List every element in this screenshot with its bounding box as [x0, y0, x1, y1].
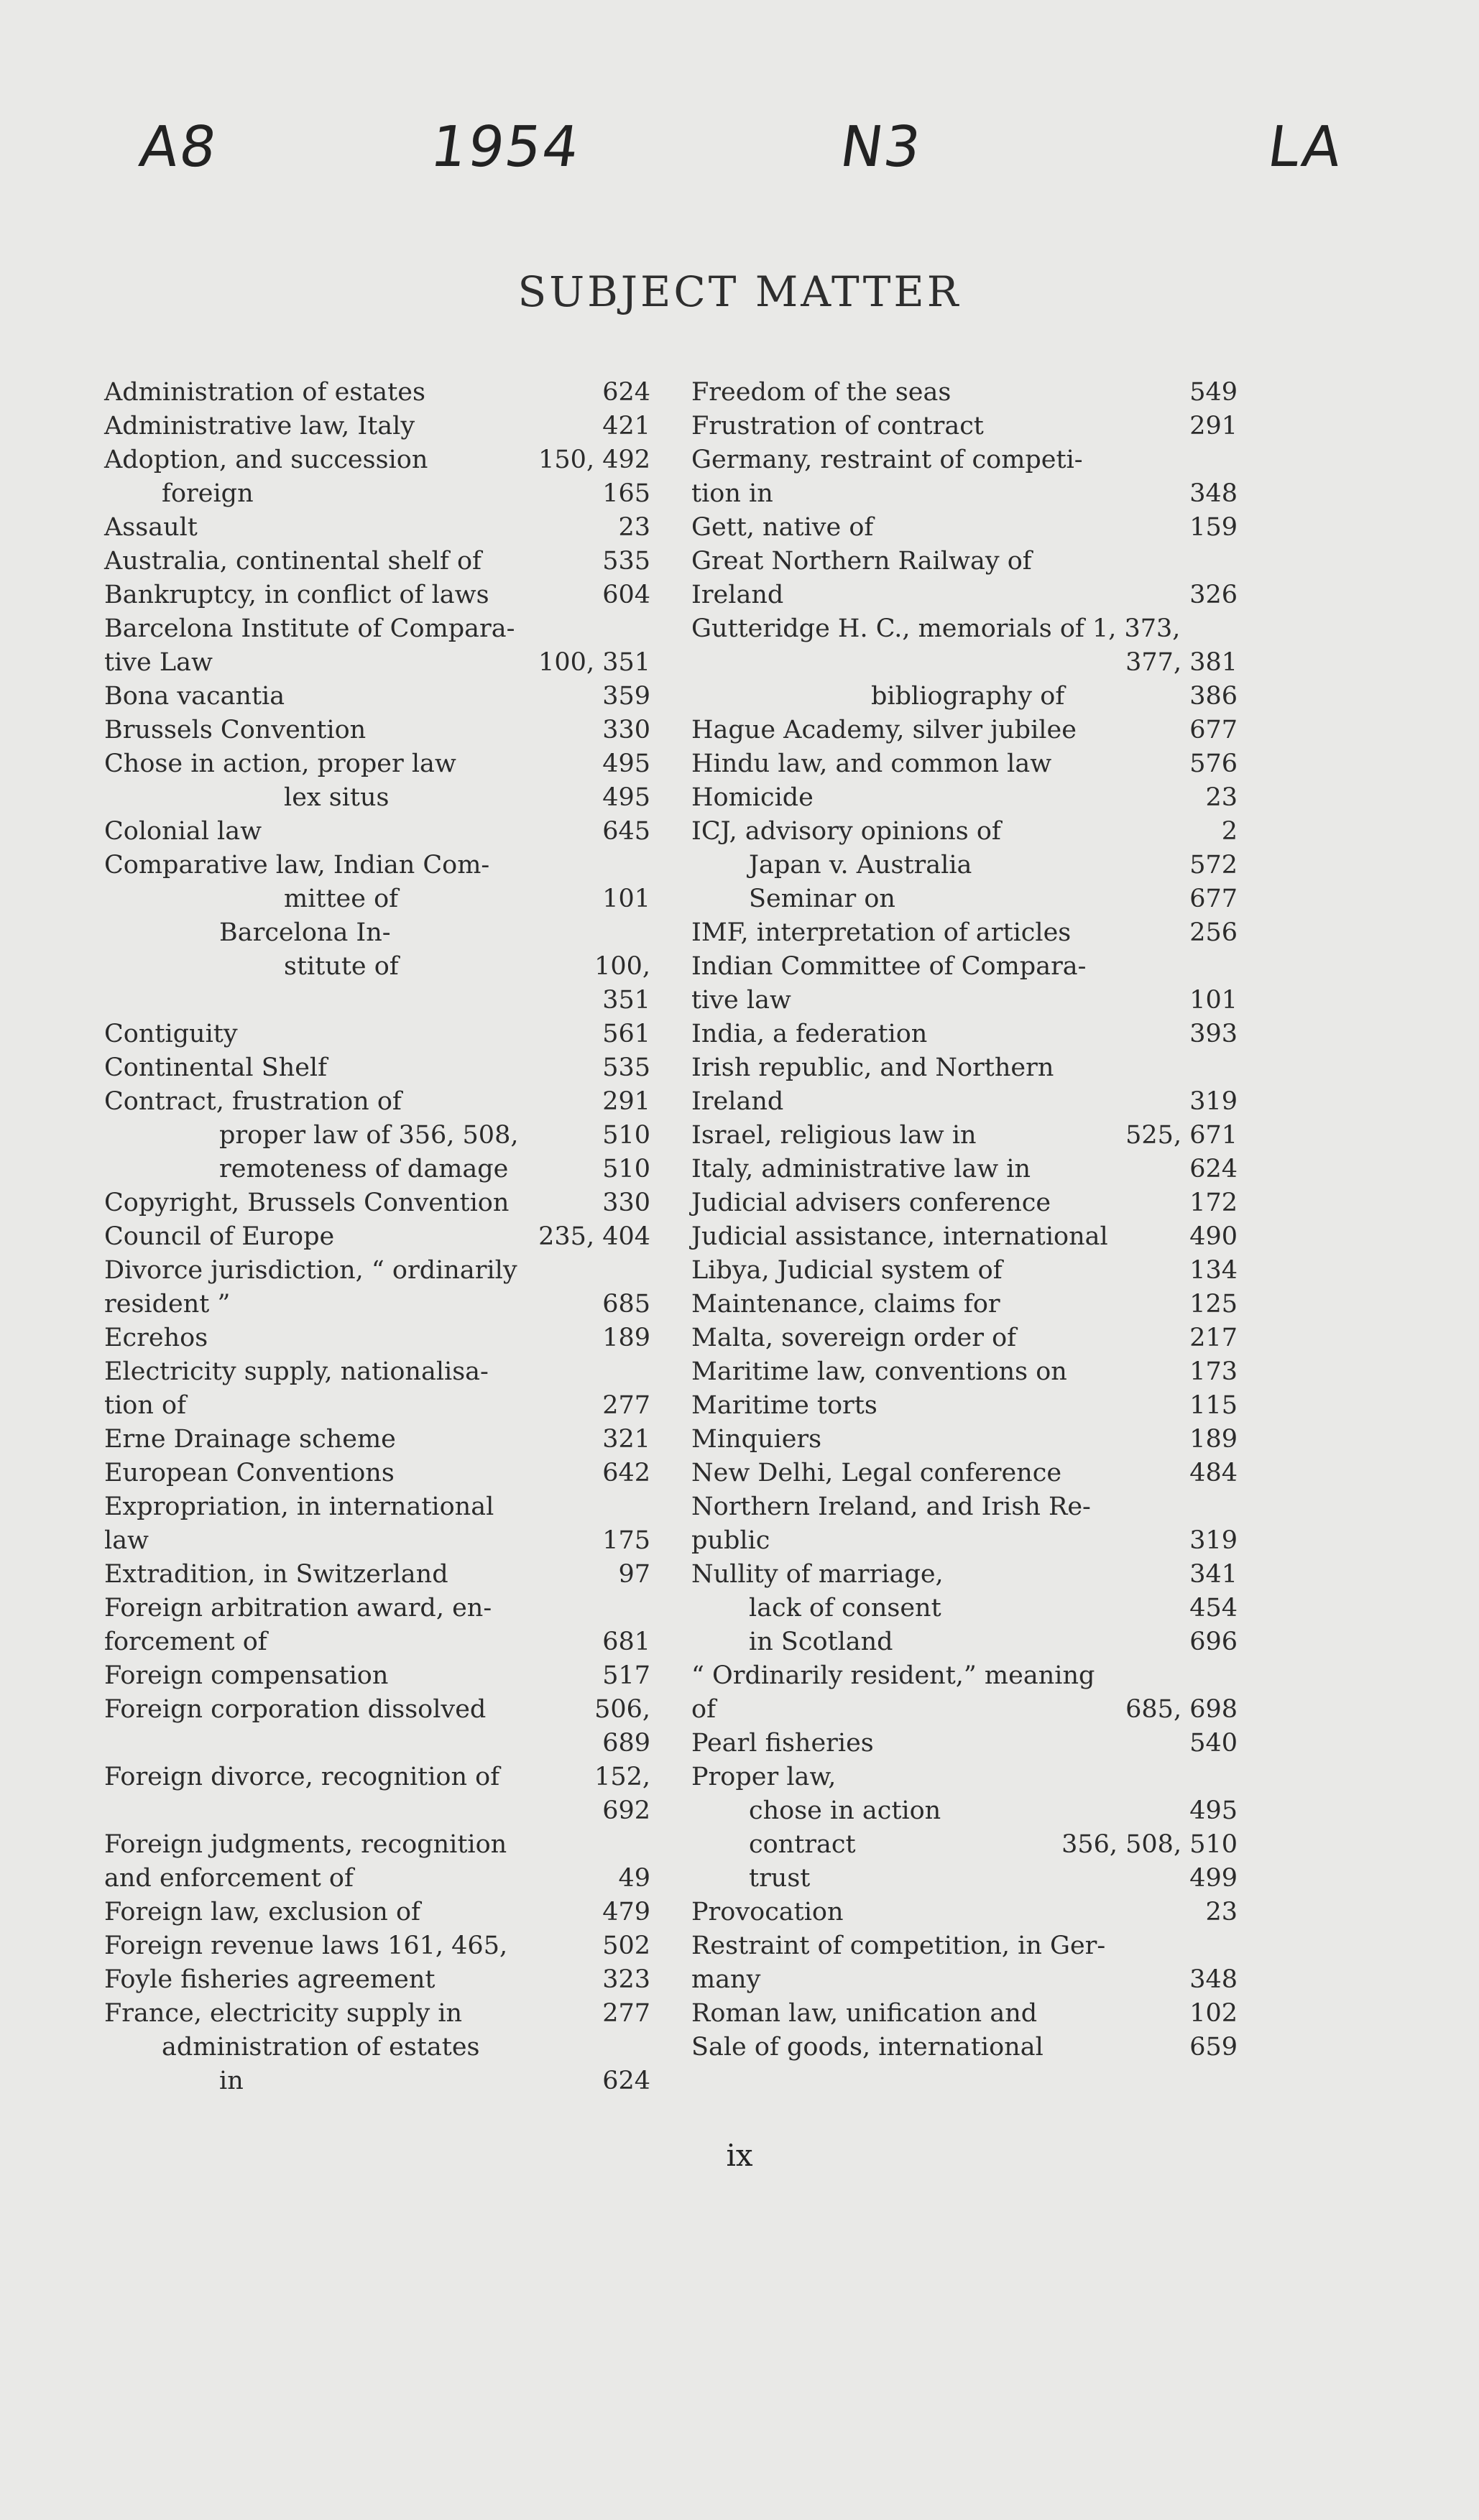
entry-page-ref: 115 — [1189, 1391, 1238, 1420]
entry-page-ref: 23 — [1205, 783, 1238, 812]
entry-heading: Comparative law, Indian Com- — [104, 851, 490, 880]
index-entry — [104, 443, 650, 477]
index-entry — [691, 714, 1238, 747]
index-entry — [104, 1828, 650, 1862]
entry-heading: Japan v. Australia — [749, 851, 972, 880]
entry-heading: Assault — [104, 513, 198, 542]
index-entry — [104, 1963, 650, 1997]
entry-page-ref: 479 — [602, 1898, 650, 1926]
index-entry — [691, 1051, 1238, 1085]
entry-heading: resident ” — [104, 1290, 231, 1319]
entry-heading: Australia, continental shelf of — [104, 547, 482, 576]
index-entry — [104, 1558, 650, 1592]
entry-page-ref: 134 — [1189, 1256, 1238, 1285]
entry-page-ref: 624 — [1189, 1155, 1238, 1183]
index-entry — [104, 984, 650, 1017]
index-entry — [104, 1051, 650, 1085]
handwritten-mark-2: 1954 — [426, 115, 584, 180]
entry-page-ref: 150, 492 — [538, 446, 650, 474]
entry-heading: Minquiers — [691, 1425, 822, 1454]
index-entry — [691, 1220, 1238, 1254]
index-entry — [104, 1693, 650, 1727]
index-entry — [104, 1153, 650, 1186]
entry-heading: Gett, native of — [691, 513, 874, 542]
entry-heading: trust — [749, 1864, 811, 1893]
index-entry — [104, 680, 650, 714]
entry-heading — [691, 648, 699, 677]
entry-heading: law — [104, 1526, 149, 1555]
entry-heading: lex situs — [284, 783, 390, 812]
entry-page-ref: 321 — [602, 1425, 650, 1454]
index-entry — [691, 747, 1238, 781]
entry-heading: stitute of — [284, 952, 399, 981]
entry-page-ref: 692 — [602, 1796, 650, 1825]
entry-page-ref: 572 — [1189, 851, 1238, 880]
entry-page-ref: 681 — [602, 1628, 650, 1656]
entry-page-ref: 256 — [1189, 918, 1238, 947]
entry-heading: France, electricity supply in — [104, 1999, 463, 2028]
entry-heading: Provocation — [691, 1898, 844, 1926]
entry-page-ref: 454 — [1189, 1594, 1238, 1623]
entry-heading: and enforcement of — [104, 1864, 354, 1893]
entry-page-ref: 495 — [1189, 1796, 1238, 1825]
entry-page-ref: 502 — [602, 1931, 650, 1960]
index-entry — [691, 1153, 1238, 1186]
entry-page-ref: 235, 404 — [538, 1222, 650, 1251]
entry-page-ref: 359 — [602, 682, 650, 711]
entry-heading: chose in action — [749, 1796, 941, 1825]
handwritten-mark-1: A8 — [135, 115, 222, 180]
entry-page-ref: 677 — [1189, 716, 1238, 744]
entry-page-ref: 484 — [1189, 1459, 1238, 1487]
index-entry — [104, 477, 650, 511]
index-column-right — [691, 376, 1238, 2064]
entry-heading: Divorce jurisdiction, “ ordinarily — [104, 1256, 517, 1285]
index-entry — [104, 1625, 650, 1659]
entry-heading: in Scotland — [749, 1628, 893, 1656]
entry-heading: Adoption, and succession — [104, 446, 428, 474]
entry-heading: Hindu law, and common law — [691, 749, 1052, 778]
entry-page-ref: 393 — [1189, 1020, 1238, 1048]
index-entry — [104, 612, 650, 646]
index-entry — [691, 477, 1238, 511]
entry-page-ref: 535 — [602, 547, 650, 576]
index-entry — [691, 410, 1238, 443]
entry-heading: Roman law, unification and — [691, 1999, 1038, 2028]
entry-page-ref: 549 — [1189, 378, 1238, 407]
entry-heading: Italy, administrative law in — [691, 1155, 1031, 1183]
index-entry — [104, 1321, 650, 1355]
index-entry — [691, 781, 1238, 815]
entry-page-ref: 506, — [594, 1695, 650, 1724]
entry-heading: IMF, interpretation of articles — [691, 918, 1072, 947]
entry-page-ref: 659 — [1189, 2033, 1238, 2062]
entry-heading: in — [219, 2067, 244, 2095]
index-entry — [104, 376, 650, 410]
entry-page-ref: 576 — [1189, 749, 1238, 778]
index-entry — [104, 714, 650, 747]
entry-heading: Proper law, — [691, 1763, 837, 1791]
entry-heading: Expropriation, in international — [104, 1492, 494, 1521]
entry-page-ref: 330 — [602, 716, 650, 744]
entry-page-ref: 323 — [602, 1965, 650, 1994]
entry-page-ref: 101 — [602, 885, 650, 913]
page-title: SUBJECT MATTER — [517, 267, 962, 316]
entry-page-ref: 624 — [602, 378, 650, 407]
index-entry — [104, 882, 650, 916]
index-entry — [691, 545, 1238, 578]
index-entry — [691, 1017, 1238, 1051]
entry-page-ref: 685 — [602, 1290, 650, 1319]
entry-heading: Indian Committee of Compara- — [691, 952, 1087, 981]
entry-page-ref: 495 — [602, 783, 650, 812]
index-entry — [691, 849, 1238, 882]
index-entry — [104, 2064, 650, 2098]
entry-heading: foreign — [162, 479, 254, 508]
entry-heading: Pearl fisheries — [691, 1729, 874, 1758]
entry-heading: Bankruptcy, in conflict of laws — [104, 581, 489, 609]
index-entry — [691, 1760, 1238, 1794]
index-entry — [104, 545, 650, 578]
index-entry — [104, 1423, 650, 1457]
entry-page-ref: 100, — [594, 952, 650, 981]
entry-heading: Copyright, Brussels Convention — [104, 1189, 510, 1217]
index-entry — [691, 646, 1238, 680]
entry-heading: Judicial assistance, international — [691, 1222, 1108, 1251]
index-entry — [691, 578, 1238, 612]
entry-heading: Council of Europe — [104, 1222, 335, 1251]
index-column-left — [104, 376, 650, 2098]
entry-heading: of — [691, 1695, 717, 1724]
entry-heading: Nullity of marriage, — [691, 1560, 944, 1589]
entry-page-ref: 689 — [602, 1729, 650, 1758]
entry-heading: proper law of 356, 508, — [219, 1121, 519, 1150]
entry-heading: Israel, religious law in — [691, 1121, 977, 1150]
entry-heading: tion of — [104, 1391, 187, 1420]
entry-page-ref: 356, 508, 510 — [1061, 1830, 1238, 1859]
entry-page-ref: 102 — [1189, 1999, 1238, 2028]
entry-heading: Judicial advisers conference — [691, 1189, 1051, 1217]
index-entry — [104, 578, 650, 612]
entry-heading: Foreign judgments, recognition — [104, 1830, 507, 1859]
index-entry — [691, 511, 1238, 545]
index-entry — [104, 1659, 650, 1693]
entry-page-ref: 604 — [602, 581, 650, 609]
index-entry — [104, 1524, 650, 1558]
entry-heading: Foreign corporation dissolved — [104, 1695, 487, 1724]
entry-heading: Foreign divorce, recognition of — [104, 1763, 500, 1791]
entry-page-ref: 152, — [594, 1763, 650, 1791]
entry-page-ref: 377, 381 — [1125, 648, 1238, 677]
index-entry — [104, 1186, 650, 1220]
index-entry — [691, 882, 1238, 916]
entry-page-ref: 159 — [1189, 513, 1238, 542]
entry-page-ref: 175 — [602, 1526, 650, 1555]
entry-heading: ICJ, advisory opinions of — [691, 817, 1001, 846]
entry-page-ref: 97 — [618, 1560, 650, 1589]
entry-heading: remoteness of damage — [219, 1155, 509, 1183]
index-entry — [104, 1997, 650, 2031]
index-entry — [691, 680, 1238, 714]
entry-heading: mittee of — [284, 885, 399, 913]
entry-page-ref: 696 — [1189, 1628, 1238, 1656]
index-entry — [691, 2031, 1238, 2064]
index-entry — [691, 1693, 1238, 1727]
index-entry — [104, 1760, 650, 1794]
index-entry — [104, 1389, 650, 1423]
entry-page-ref: 2 — [1221, 817, 1238, 846]
index-entry — [691, 443, 1238, 477]
index-entry — [104, 1085, 650, 1119]
index-entry — [691, 1288, 1238, 1321]
entry-heading: Malta, sovereign order of — [691, 1324, 1017, 1352]
index-entry — [104, 1254, 650, 1288]
index-entry — [104, 646, 650, 680]
entry-heading: Irish republic, and Northern — [691, 1053, 1054, 1082]
entry-heading — [104, 1729, 112, 1758]
index-entry — [691, 1321, 1238, 1355]
index-entry — [691, 1592, 1238, 1625]
index-entry — [104, 1119, 650, 1153]
index-entry — [691, 1794, 1238, 1828]
entry-page-ref: 510 — [602, 1155, 650, 1183]
entry-page-ref: 319 — [1189, 1526, 1238, 1555]
entry-heading: Continental Shelf — [104, 1053, 328, 1082]
entry-heading: tive Law — [104, 648, 213, 677]
index-entry — [691, 1828, 1238, 1862]
entry-heading: Administrative law, Italy — [104, 412, 415, 440]
entry-page-ref: 624 — [602, 2067, 650, 2095]
entry-heading: European Conventions — [104, 1459, 395, 1487]
entry-page-ref: 173 — [1189, 1357, 1238, 1386]
index-entry — [691, 1119, 1238, 1153]
index-entry — [691, 376, 1238, 410]
index-entry — [691, 984, 1238, 1017]
entry-page-ref: 189 — [602, 1324, 650, 1352]
entry-page-ref: 277 — [602, 1999, 650, 2028]
entry-page-ref: 495 — [602, 749, 650, 778]
entry-page-ref: 421 — [602, 412, 650, 440]
index-entry — [691, 1625, 1238, 1659]
entry-heading: lack of consent — [749, 1594, 941, 1623]
entry-heading: contract — [749, 1830, 856, 1859]
index-entry — [104, 1457, 650, 1490]
index-entry — [691, 950, 1238, 984]
entry-heading: Restraint of competition, in Ger- — [691, 1931, 1106, 1960]
index-entry — [691, 1862, 1238, 1896]
entry-heading: Hague Academy, silver jubilee — [691, 716, 1077, 744]
entry-page-ref: 561 — [602, 1020, 650, 1048]
entry-heading: Erne Drainage scheme — [104, 1425, 396, 1454]
entry-page-ref: 642 — [602, 1459, 650, 1487]
entry-heading: Great Northern Railway of — [691, 547, 1032, 576]
entry-page-ref: 23 — [1205, 1898, 1238, 1926]
entry-heading: public — [691, 1526, 770, 1555]
entry-page-ref: 330 — [602, 1189, 650, 1217]
entry-heading: Seminar on — [749, 885, 895, 913]
entry-page-ref: 319 — [1189, 1087, 1238, 1116]
entry-heading — [104, 1796, 112, 1825]
index-entry — [104, 2031, 650, 2064]
entry-heading: Ireland — [691, 581, 784, 609]
index-entry — [104, 1592, 650, 1625]
entry-page-ref: 125 — [1189, 1290, 1238, 1319]
index-entry — [691, 1659, 1238, 1693]
entry-page-ref: 490 — [1189, 1222, 1238, 1251]
index-entry — [691, 1085, 1238, 1119]
entry-page-ref: 326 — [1189, 581, 1238, 609]
index-entry — [691, 916, 1238, 950]
entry-page-ref: 165 — [602, 479, 650, 508]
index-entry — [691, 1457, 1238, 1490]
index-entry — [104, 1355, 650, 1389]
entry-page-ref: 499 — [1189, 1864, 1238, 1893]
entry-heading: Ireland — [691, 1087, 784, 1116]
index-entry — [104, 1288, 650, 1321]
entry-heading: Germany, restraint of competi- — [691, 446, 1083, 474]
index-entry — [104, 511, 650, 545]
entry-heading: Foreign law, exclusion of — [104, 1898, 420, 1926]
index-entry — [104, 1220, 650, 1254]
index-entry — [104, 815, 650, 849]
entry-heading: Maritime torts — [691, 1391, 877, 1420]
index-entry — [691, 1727, 1238, 1760]
entry-heading: forcement of — [104, 1628, 267, 1656]
entry-heading: Maintenance, claims for — [691, 1290, 1000, 1319]
index-entry — [691, 1423, 1238, 1457]
entry-page-ref: 100, 351 — [538, 648, 650, 677]
entry-page-ref: 540 — [1189, 1729, 1238, 1758]
entry-heading: Chose in action, proper law — [104, 749, 456, 778]
index-entry — [104, 849, 650, 882]
entry-heading: Gutteridge H. C., memorials of 1, 373, — [691, 614, 1181, 643]
entry-heading: Foreign arbitration award, en- — [104, 1594, 492, 1623]
entry-page-ref: 291 — [602, 1087, 650, 1116]
handwritten-mark-3: N3 — [836, 115, 926, 180]
index-entry — [691, 1997, 1238, 2031]
index-entry — [691, 1355, 1238, 1389]
index-entry — [104, 1862, 650, 1896]
entry-heading: Libya, Judicial system of — [691, 1256, 1003, 1285]
index-entry — [691, 1558, 1238, 1592]
index-entry — [104, 747, 650, 781]
entry-heading: Barcelona In- — [219, 918, 391, 947]
entry-heading: tive law — [691, 986, 791, 1015]
entry-page-ref: 510 — [602, 1121, 650, 1150]
index-entry — [104, 781, 650, 815]
entry-page-ref: 348 — [1189, 1965, 1238, 1994]
index-entry — [691, 1929, 1238, 1963]
entry-page-ref: 49 — [618, 1864, 650, 1893]
index-entry — [104, 950, 650, 984]
entry-heading: tion in — [691, 479, 773, 508]
index-entry — [691, 1389, 1238, 1423]
entry-page-ref: 677 — [1189, 885, 1238, 913]
index-entry — [104, 1017, 650, 1051]
entry-page-ref: 291 — [1189, 412, 1238, 440]
entry-page-ref: 386 — [1189, 682, 1238, 711]
entry-page-ref: 23 — [618, 513, 650, 542]
entry-heading: Freedom of the seas — [691, 378, 952, 407]
entry-page-ref: 217 — [1189, 1324, 1238, 1352]
index-entry — [104, 916, 650, 950]
entry-heading: many — [691, 1965, 761, 1994]
index-entry — [104, 1727, 650, 1760]
index-entry — [691, 1490, 1238, 1524]
entry-heading: Frustration of contract — [691, 412, 984, 440]
index-entry — [691, 815, 1238, 849]
index-entry — [104, 410, 650, 443]
index-entry — [691, 1963, 1238, 1997]
entry-heading: Foyle fisheries agreement — [104, 1965, 436, 1994]
entry-heading: administration of estates — [162, 2033, 480, 2062]
entry-page-ref: 517 — [602, 1661, 650, 1690]
entry-page-ref: 101 — [1189, 986, 1238, 1015]
index-entry — [691, 1896, 1238, 1929]
index-entry — [104, 1929, 650, 1963]
entry-heading: Brussels Convention — [104, 716, 367, 744]
index-entry — [691, 1186, 1238, 1220]
entry-page-ref: 189 — [1189, 1425, 1238, 1454]
entry-page-ref: 277 — [602, 1391, 650, 1420]
handwritten-mark-4: LA — [1263, 115, 1347, 180]
entry-page-ref: 341 — [1189, 1560, 1238, 1589]
entry-page-ref: 685, 698 — [1125, 1695, 1238, 1724]
entry-heading: Northern Ireland, and Irish Re- — [691, 1492, 1091, 1521]
entry-heading: Maritime law, conventions on — [691, 1357, 1067, 1386]
entry-heading: New Delhi, Legal conference — [691, 1459, 1062, 1487]
entry-heading: Sale of goods, international — [691, 2033, 1043, 2062]
index-entry — [104, 1490, 650, 1524]
entry-heading: Contiguity — [104, 1020, 238, 1048]
entry-page-ref: 535 — [602, 1053, 650, 1082]
index-entry — [104, 1896, 650, 1929]
entry-heading: “ Ordinarily resident,” meaning — [691, 1661, 1095, 1690]
entry-heading: Colonial law — [104, 817, 262, 846]
entry-page-ref: 172 — [1189, 1189, 1238, 1217]
entry-page-ref: 348 — [1189, 479, 1238, 508]
index-entry — [104, 1794, 650, 1828]
entry-heading: Extradition, in Switzerland — [104, 1560, 448, 1589]
entry-heading: Foreign compensation — [104, 1661, 389, 1690]
entry-heading: India, a federation — [691, 1020, 928, 1048]
entry-heading: Barcelona Institute of Compara- — [104, 614, 515, 643]
entry-heading: Homicide — [691, 783, 814, 812]
page-number: ix — [726, 2138, 753, 2173]
entry-heading — [104, 986, 112, 1015]
entry-page-ref: 645 — [602, 817, 650, 846]
entry-page-ref: 351 — [602, 986, 650, 1015]
index-entry — [691, 612, 1238, 646]
entry-heading: Electricity supply, nationalisa- — [104, 1357, 489, 1386]
index-entry — [691, 1254, 1238, 1288]
entry-heading: Foreign revenue laws 161, 465, — [104, 1931, 508, 1960]
index-entry — [691, 1524, 1238, 1558]
entry-heading: Administration of estates — [104, 378, 425, 407]
entry-page-ref: 525, 671 — [1125, 1121, 1238, 1150]
entry-heading: Ecrehos — [104, 1324, 208, 1352]
entry-heading: Contract, frustration of — [104, 1087, 402, 1116]
entry-heading: Bona vacantia — [104, 682, 285, 711]
entry-heading: bibliography of — [871, 682, 1065, 711]
